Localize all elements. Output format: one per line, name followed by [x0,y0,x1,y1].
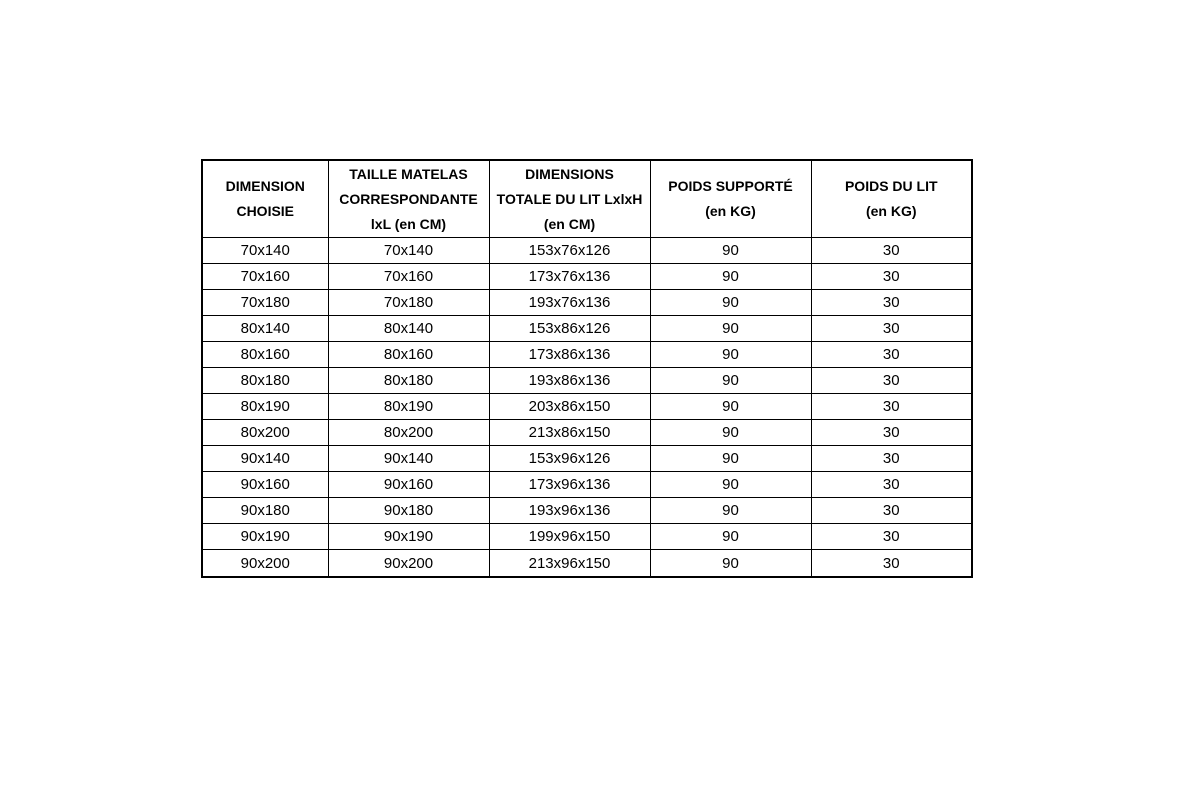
cell-taille-matelas: 90x140 [328,446,489,472]
table-row [202,290,972,316]
cell-poids-du-lit: 30 [811,524,972,550]
header-line: CHOISIE [236,203,295,219]
cell-dimension-choisie: 70x140 [202,238,328,264]
cell-taille-matelas: 80x140 [328,316,489,342]
table-row [202,550,972,578]
cell-dimensions-totale: 213x86x150 [489,420,650,446]
header-line: TAILLE MATELAS [349,165,468,182]
cell-taille-matelas: 90x160 [328,472,489,498]
cell-poids-du-lit: 30 [811,316,972,342]
cell-poids-supporte: 90 [650,472,811,498]
cell-taille-matelas: 70x180 [328,290,489,316]
cell-poids-du-lit: 30 [811,394,972,420]
table-row [202,316,972,342]
header-line: DIMENSIONS [525,165,614,182]
cell-dimension-choisie: 90x200 [202,550,328,578]
table-row [202,498,972,524]
cell-poids-du-lit: 30 [811,264,972,290]
cell-dimensions-totale: 213x96x150 [489,550,650,578]
cell-taille-matelas: 80x190 [328,394,489,420]
cell-dimensions-totale: 193x96x136 [489,498,650,524]
header-taille-matelas [328,160,489,238]
cell-dimensions-totale: 199x96x150 [489,524,650,550]
header-line: (en KG) [865,203,917,219]
table-row [202,420,972,446]
cell-poids-du-lit: 30 [811,446,972,472]
cell-taille-matelas: 90x200 [328,550,489,578]
bed-dimensions-table [201,159,973,578]
cell-poids-du-lit: 30 [811,472,972,498]
table-row [202,368,972,394]
cell-dimensions-totale: 173x76x136 [489,264,650,290]
header-line: POIDS DU LIT [844,178,938,194]
cell-dimensions-totale: 153x96x126 [489,446,650,472]
cell-taille-matelas: 80x160 [328,342,489,368]
cell-poids-supporte: 90 [650,342,811,368]
cell-poids-du-lit: 30 [811,498,972,524]
cell-poids-du-lit: 30 [811,342,972,368]
cell-dimensions-totale: 193x76x136 [489,290,650,316]
cell-dimension-choisie: 80x180 [202,368,328,394]
cell-poids-supporte: 90 [650,446,811,472]
cell-dimension-choisie: 80x200 [202,420,328,446]
header-line: POIDS SUPPORTÉ [668,178,793,194]
cell-dimensions-totale: 153x86x126 [489,316,650,342]
cell-taille-matelas: 90x180 [328,498,489,524]
cell-dimension-choisie: 80x160 [202,342,328,368]
header-line: TOTALE DU LIT LxlxH [496,190,643,207]
header-line: (en CM) [543,215,596,232]
cell-dimension-choisie: 90x160 [202,472,328,498]
header-line: DIMENSION [225,178,305,194]
table-row [202,238,972,264]
cell-dimension-choisie: 80x190 [202,394,328,420]
cell-poids-supporte: 90 [650,420,811,446]
cell-taille-matelas: 70x140 [328,238,489,264]
cell-dimension-choisie: 90x190 [202,524,328,550]
cell-dimensions-totale: 193x86x136 [489,368,650,394]
cell-poids-supporte: 90 [650,316,811,342]
header-dimensions-totale [489,160,650,238]
cell-poids-supporte: 90 [650,498,811,524]
cell-dimension-choisie: 90x180 [202,498,328,524]
header-dimension-choisie [202,160,328,238]
header-poids-supporte [650,160,811,238]
cell-taille-matelas: 80x180 [328,368,489,394]
table-row [202,446,972,472]
cell-poids-du-lit: 30 [811,420,972,446]
cell-poids-supporte: 90 [650,290,811,316]
cell-poids-du-lit: 30 [811,550,972,578]
cell-poids-du-lit: 30 [811,238,972,264]
cell-dimensions-totale: 173x86x136 [489,342,650,368]
cell-dimension-choisie: 90x140 [202,446,328,472]
cell-dimensions-totale: 173x96x136 [489,472,650,498]
cell-poids-supporte: 90 [650,238,811,264]
header-line: lxL (en CM) [370,215,447,232]
header-line: CORRESPONDANTE [339,190,478,207]
table-row [202,472,972,498]
header-poids-du-lit [811,160,972,238]
cell-poids-supporte: 90 [650,394,811,420]
table-row [202,264,972,290]
cell-poids-supporte: 90 [650,368,811,394]
header-row [202,160,972,238]
cell-taille-matelas: 90x190 [328,524,489,550]
table-row [202,524,972,550]
cell-dimension-choisie: 70x180 [202,290,328,316]
cell-poids-du-lit: 30 [811,290,972,316]
cell-poids-supporte: 90 [650,550,811,578]
cell-dimension-choisie: 80x140 [202,316,328,342]
cell-dimensions-totale: 203x86x150 [489,394,650,420]
cell-taille-matelas: 80x200 [328,420,489,446]
cell-dimension-choisie: 70x160 [202,264,328,290]
table-body [202,238,972,578]
cell-poids-du-lit: 30 [811,368,972,394]
cell-poids-supporte: 90 [650,264,811,290]
table-row [202,394,972,420]
cell-taille-matelas: 70x160 [328,264,489,290]
cell-dimensions-totale: 153x76x126 [489,238,650,264]
header-line: (en KG) [705,203,756,219]
cell-poids-supporte: 90 [650,524,811,550]
table-row [202,342,972,368]
